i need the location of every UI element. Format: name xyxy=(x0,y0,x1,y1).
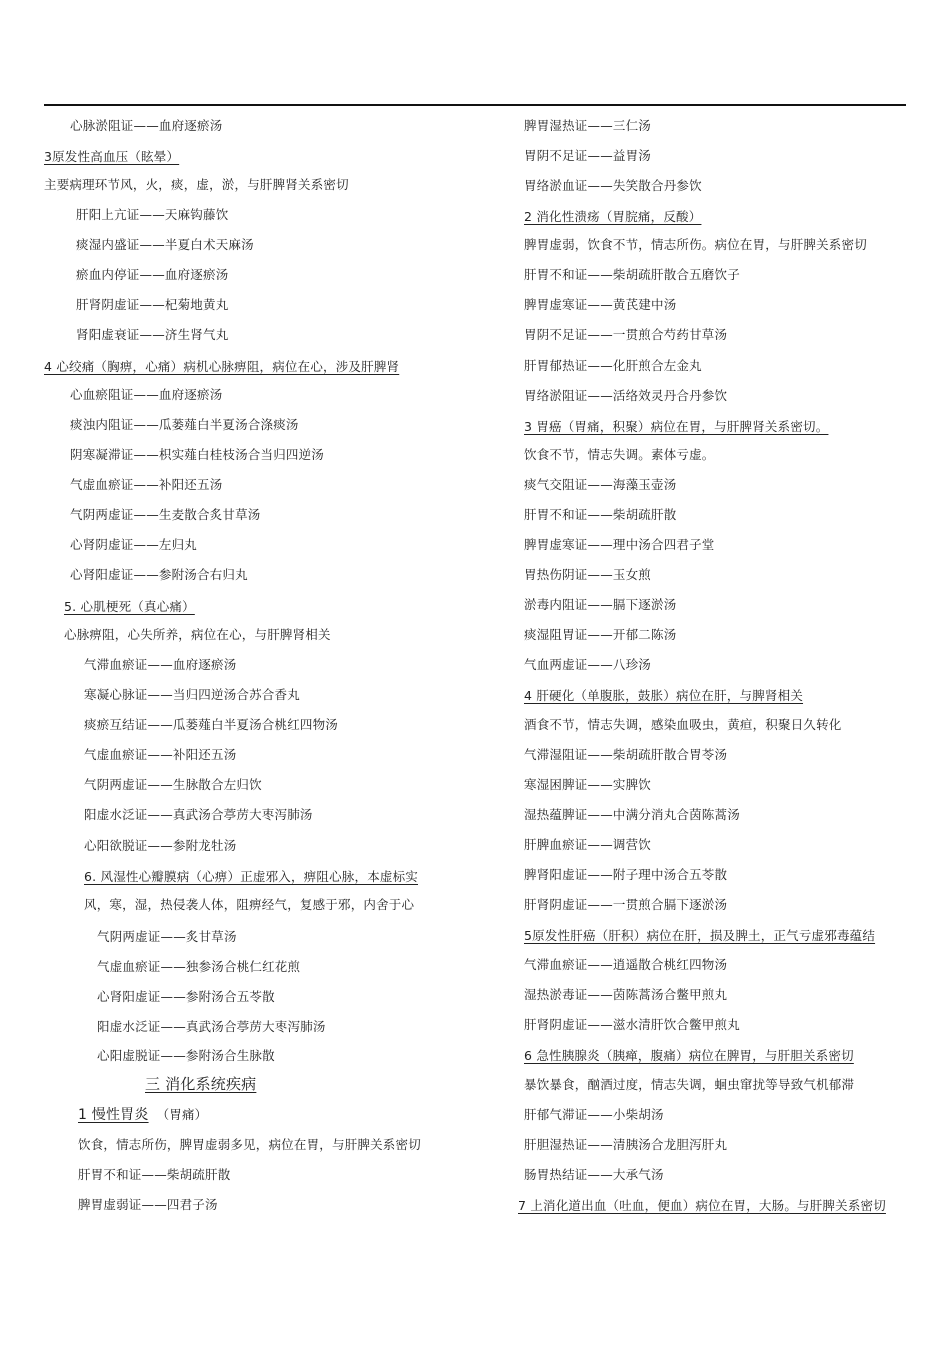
right-line-9: 胃络淤阻证——活络效灵丹合丹参饮 xyxy=(524,388,728,403)
left-line-22: 气阴两虚证——生脉散合左归饮 xyxy=(84,777,262,792)
left-line-2: 主要病理环节风，火，痰，虚，淤，与肝脾肾关系密切 xyxy=(44,177,349,192)
left-line-21: 气虚血瘀证——补阳还五汤 xyxy=(84,747,237,762)
section-title: 三 消化系统疾病 xyxy=(145,1075,257,1093)
left-line-20: 痰瘀互结证——瓜蒌薤白半夏汤合桃红四物汤 xyxy=(84,717,339,732)
left-line-7: 肾阳虚衰证——济生肾气丸 xyxy=(76,327,229,342)
right-line-28: 气滞血瘀证——逍遥散合桃红四物汤 xyxy=(524,957,728,972)
left-line-16: 5. 心肌梗死（真心痛） xyxy=(64,599,195,614)
left-line-8: 4 心绞痛（胸痹，心痛）病机心脉痹阻，病位在心，涉及肝脾肾 xyxy=(44,359,400,374)
right-line-10: 3 胃癌（胃痛，积聚）病位在胃，与肝脾肾关系密切。 xyxy=(524,419,829,434)
left-line-31: 心阳虚脱证——参附汤合生脉散 xyxy=(97,1048,275,1063)
left-line-17: 心脉痹阻，心失所养，病位在心，与肝脾肾相关 xyxy=(64,627,331,642)
left-line-11: 阴寒凝滞证——枳实薤白桂枝汤合当归四逆汤 xyxy=(70,447,325,462)
left-column xyxy=(0,0,440,1345)
left-line-26: 风，寒，湿，热侵袭人体，阻痹经气，复感于邪，内舍于心 xyxy=(84,897,415,912)
left-line-0: 心脉淤阻证——血府逐瘀汤 xyxy=(70,118,223,133)
right-line-16: 淤毒内阻证——膈下逐淤汤 xyxy=(524,597,677,612)
left-heading-33: 1 慢性胃炎 xyxy=(78,1107,149,1123)
left-line-15: 心肾阳虚证——参附汤合右归丸 xyxy=(70,567,248,582)
left-line-4: 痰湿内盛证——半夏白术天麻汤 xyxy=(76,237,254,252)
right-line-25: 脾肾阳虚证——附子理中汤合五苓散 xyxy=(524,867,728,882)
left-line-3: 肝阳上亢证——天麻钩藤饮 xyxy=(76,207,229,222)
left-line-9: 心血瘀阻证——血府逐瘀汤 xyxy=(70,387,223,402)
right-line-22: 寒湿困脾证——实脾饮 xyxy=(524,777,652,792)
right-line-5: 肝胃不和证——柴胡疏肝散合五磨饮子 xyxy=(524,267,740,282)
right-line-0: 脾胃湿热证——三仁汤 xyxy=(524,118,652,133)
left-line-30: 阳虚水泛证——真武汤合葶苈大枣泻肺汤 xyxy=(97,1019,326,1034)
right-line-32: 暴饮暴食，酗酒过度，情志失调，蛔虫窜扰等导致气机郁滞 xyxy=(524,1077,855,1092)
left-line-10: 痰浊内阻证——瓜蒌薤白半夏汤合涤痰汤 xyxy=(70,417,299,432)
right-line-6: 脾胃虚寒证——黄芪建中汤 xyxy=(524,297,677,312)
left-line-18: 气滞血瘀证——血府逐瘀汤 xyxy=(84,657,237,672)
right-line-30: 肝肾阴虚证——滋水清肝饮合鳖甲煎丸 xyxy=(524,1017,740,1032)
right-line-12: 痰气交阻证——海藻玉壶汤 xyxy=(524,477,677,492)
left-line-27: 气阴两虚证——炙甘草汤 xyxy=(97,929,237,944)
right-line-13: 肝胃不和证——柴胡疏肝散 xyxy=(524,507,677,522)
right-line-31: 6 急性胰腺炎（胰瘅，腹痛）病位在脾胃，与肝胆关系密切 xyxy=(524,1048,854,1063)
left-line-12: 气虚血瘀证——补阳还五汤 xyxy=(70,477,223,492)
right-line-26: 肝肾阴虚证——一贯煎合膈下逐淤汤 xyxy=(524,897,728,912)
right-line-23: 湿热蕴脾证——中满分消丸合茵陈蒿汤 xyxy=(524,807,740,822)
right-line-8: 肝胃郁热证——化肝煎合左金丸 xyxy=(524,358,702,373)
right-line-21: 气滞湿阻证——柴胡疏肝散合胃苓汤 xyxy=(524,747,728,762)
right-line-17: 痰湿阻胃证——开郁二陈汤 xyxy=(524,627,677,642)
right-line-3: 2 消化性溃疡（胃脘痛，反酸） xyxy=(524,209,702,224)
right-line-29: 湿热淤毒证——茵陈蒿汤合鳖甲煎丸 xyxy=(524,987,728,1002)
right-line-35: 肠胃热结证——大承气汤 xyxy=(524,1167,664,1182)
left-line-19: 寒凝心脉证——当归四逆汤合苏合香丸 xyxy=(84,687,300,702)
right-line-27: 5原发性肝癌（肝积）病位在肝，损及脾土，正气亏虚邪毒蕴结 xyxy=(524,928,876,943)
right-line-19: 4 肝硬化（单腹胀，鼓胀）病位在肝，与脾肾相关 xyxy=(524,688,804,703)
right-line-11: 饮食不节，情志失调。素体亏虚。 xyxy=(524,447,715,462)
right-line-7: 胃阴不足证——一贯煎合芍药甘草汤 xyxy=(524,327,728,342)
left-line-6: 肝肾阴虚证——杞菊地黄丸 xyxy=(76,297,229,312)
right-line-14: 脾胃虚寒证——理中汤合四君子堂 xyxy=(524,537,715,552)
left-line-28: 气虚血瘀证——独参汤合桃仁红花煎 xyxy=(97,959,301,974)
left-line-36: 脾胃虚弱证——四君子汤 xyxy=(78,1197,218,1212)
right-line-33: 肝郁气滞证——小柴胡汤 xyxy=(524,1107,664,1122)
left-line-35: 肝胃不和证——柴胡疏肝散 xyxy=(78,1167,231,1182)
right-line-34: 肝胆湿热证——清胰汤合龙胆泻肝丸 xyxy=(524,1137,728,1152)
right-line-18: 气血两虚证——八珍汤 xyxy=(524,657,652,672)
right-line-24: 肝脾血瘀证——调营饮 xyxy=(524,837,652,852)
left-line-23: 阳虚水泛证——真武汤合葶苈大枣泻肺汤 xyxy=(84,807,313,822)
right-line-2: 胃络淤血证——失笑散合丹参饮 xyxy=(524,178,702,193)
left-line-14: 心肾阴虚证——左归丸 xyxy=(70,537,198,552)
left-heading-33-suffix: （胃痛） xyxy=(156,1107,208,1122)
left-line-5: 瘀血内停证——血府逐瘀汤 xyxy=(76,267,229,282)
right-line-15: 胃热伤阴证——玉女煎 xyxy=(524,567,652,582)
left-line-24: 心阳欲脱证——参附龙牡汤 xyxy=(84,838,237,853)
right-line-20: 酒食不节，情志失调，感染血吸虫，黄疸，积聚日久转化 xyxy=(524,717,842,732)
left-line-25: 6. 风湿性心瓣膜病（心痹）正虚邪入，痹阻心脉，本虚标实 xyxy=(84,869,419,884)
left-line-34: 饮食，情志所伤，脾胃虚弱多见，病位在胃，与肝脾关系密切 xyxy=(78,1137,421,1152)
right-line-4: 脾胃虚弱，饮食不节，情志所伤。病位在胃，与肝脾关系密切 xyxy=(524,237,867,252)
left-line-33 xyxy=(78,1106,207,1124)
right-line-1: 胃阴不足证——益胃汤 xyxy=(524,148,652,163)
left-line-1: 3原发性高血压（眩晕） xyxy=(44,149,180,164)
left-line-13: 气阴两虚证——生麦散合炙甘草汤 xyxy=(70,507,261,522)
right-column xyxy=(475,0,915,1345)
left-line-29: 心肾阳虚证——参附汤合五苓散 xyxy=(97,989,275,1004)
right-line-36: 7 上消化道出血（吐血，便血）病位在胃，大肠。与肝脾关系密切 xyxy=(518,1198,886,1213)
